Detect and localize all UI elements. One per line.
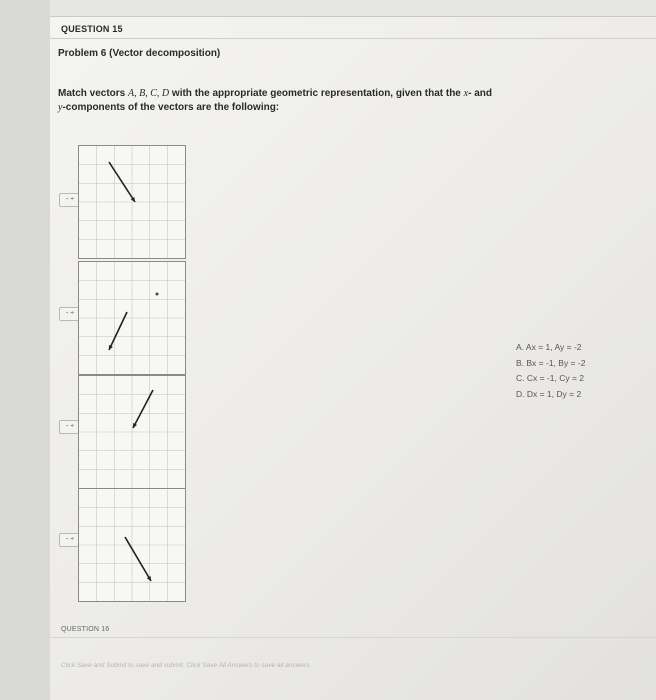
graph-svg-2 xyxy=(79,262,185,374)
match-select-2[interactable]: - ÷ xyxy=(59,307,81,321)
answer-d: D. Dx = 1, Dy = 2 xyxy=(516,388,582,399)
vector-graph-2 xyxy=(78,261,186,375)
vector-arrow-1 xyxy=(109,162,135,202)
problem-title: Problem 6 (Vector decomposition) xyxy=(58,48,221,59)
answer-list xyxy=(516,340,585,402)
divider xyxy=(50,637,656,638)
vector-graph-4 xyxy=(78,488,186,602)
top-bar xyxy=(50,0,656,17)
instruction-text xyxy=(58,87,558,115)
answer-b: B. Bx = -1, By = -2 xyxy=(516,357,586,368)
question-sheet xyxy=(50,0,656,700)
next-question-number: QUESTION 16 xyxy=(61,626,110,633)
answer-a: A. Ax = 1, Ay = -2 xyxy=(516,342,582,352)
graph-svg-4 xyxy=(79,489,185,601)
answer-c: C. Cx = -1, Cy = 2 xyxy=(516,373,585,383)
divider xyxy=(50,38,656,39)
match-select-4[interactable]: - ÷ xyxy=(59,533,81,547)
graph-svg-3 xyxy=(79,376,185,488)
instruction-part3: - and xyxy=(468,88,492,99)
instruction-part1: Match vectors xyxy=(58,88,126,99)
vector-arrow-4 xyxy=(125,537,151,581)
x-variable: x xyxy=(463,88,469,99)
vector-graph-3 xyxy=(78,375,186,489)
instruction-part4: -components of the vectors are the following: xyxy=(62,102,280,113)
vector-arrow-3 xyxy=(133,390,153,428)
match-select-1[interactable]: - ÷ xyxy=(59,193,81,207)
y-variable: y xyxy=(58,102,63,113)
question-number: QUESTION 15 xyxy=(61,24,123,34)
vector-graph-1 xyxy=(78,145,186,259)
vectors-label: A, B, C, D xyxy=(128,88,170,99)
footer-hint: Click Save and Submit to save and submit. Click Save All Answers to save all answers. xyxy=(61,662,312,669)
instruction-part2: with the appropriate geometric representation, given that the xyxy=(171,88,461,99)
grid-dot xyxy=(156,293,159,296)
graph-svg-1 xyxy=(79,146,185,258)
match-select-3[interactable]: - ÷ xyxy=(59,420,81,434)
